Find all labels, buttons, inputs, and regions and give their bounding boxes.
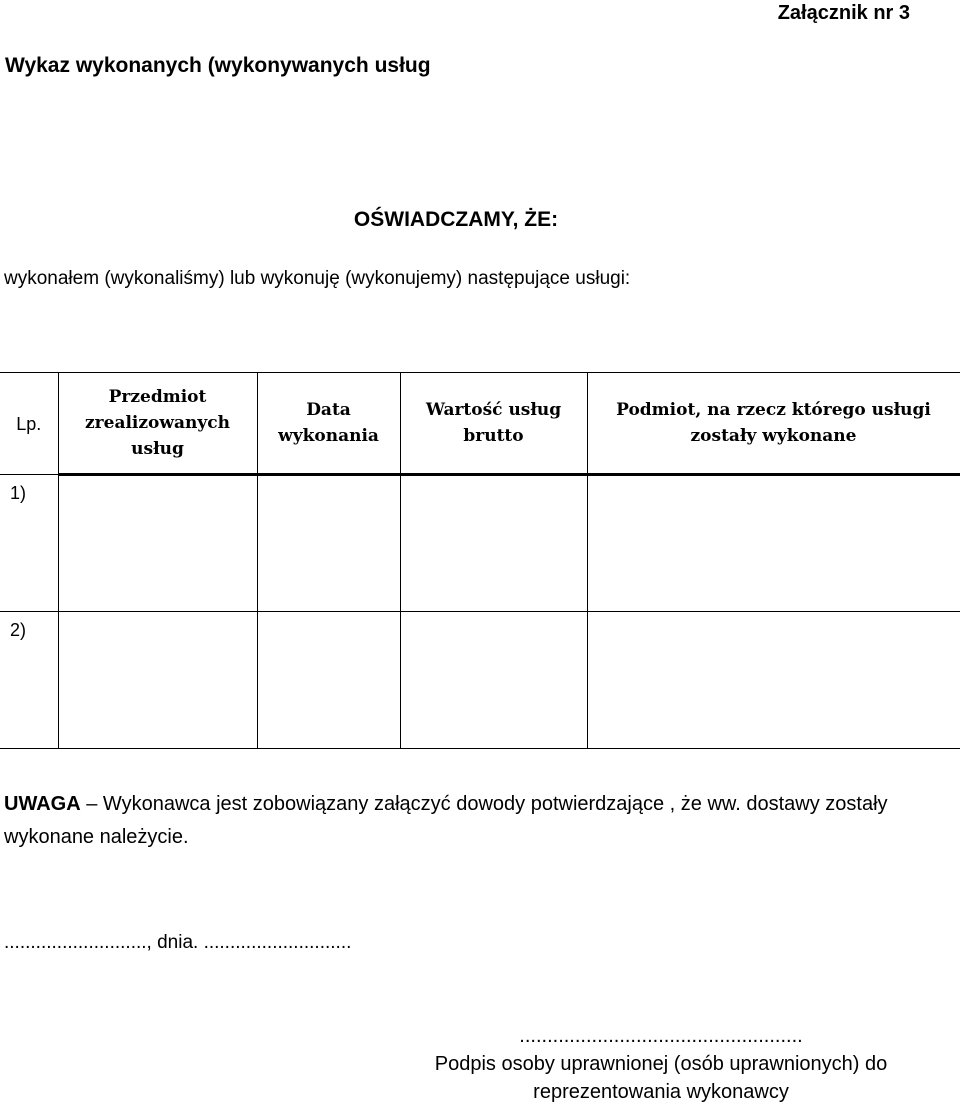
services-table — [0, 372, 960, 749]
annex-label: Załącznik nr 3 — [777, 2, 910, 24]
place-date-line: ..........................., dnia. ............................ — [4, 932, 352, 953]
table-row — [0, 475, 960, 612]
table-row — [0, 612, 960, 749]
signature-dots: ................................................... — [519, 1025, 803, 1047]
cell-subject[interactable] — [58, 612, 257, 749]
cell-value[interactable] — [400, 612, 587, 749]
table-header-row — [0, 373, 960, 475]
row-number: 1) — [0, 475, 58, 612]
cell-entity[interactable] — [587, 475, 960, 612]
declaration-intro: wykonałem (wykonaliśmy) lub wykonuję (wykonujemy) następujące usługi: — [4, 268, 631, 289]
header-lp: Lp. — [0, 373, 58, 475]
note-label: UWAGA — [4, 793, 81, 815]
header-entity: Podmiot, na rzecz którego usługi zostały wykonane — [587, 373, 960, 475]
declaration-heading: OŚWIADCZAMY, ŻE: — [353, 208, 559, 231]
note-text: – Wykonawca jest zobowiązany załączyć dowody potwierdzające , że ww. dostawy zostały wykonane należycie. — [4, 793, 888, 848]
signature-caption: Podpis osoby uprawnionej (osób uprawnionych) do reprezentowania wykonawcy — [434, 1053, 888, 1103]
signature-block — [427, 1022, 895, 1106]
header-date: Data wykonania — [257, 373, 400, 475]
header-subject: Przedmiot zrealizowanych usług — [58, 373, 257, 475]
cell-entity[interactable] — [587, 612, 960, 749]
cell-subject[interactable] — [58, 475, 257, 612]
cell-date[interactable] — [257, 612, 400, 749]
cell-date[interactable] — [257, 475, 400, 612]
row-number: 2) — [0, 612, 58, 749]
document-title: Wykaz wykonanych (wykonywanych usług — [5, 54, 431, 77]
header-value: Wartość usług brutto — [400, 373, 587, 475]
cell-value[interactable] — [400, 475, 587, 612]
note-paragraph — [4, 788, 944, 854]
